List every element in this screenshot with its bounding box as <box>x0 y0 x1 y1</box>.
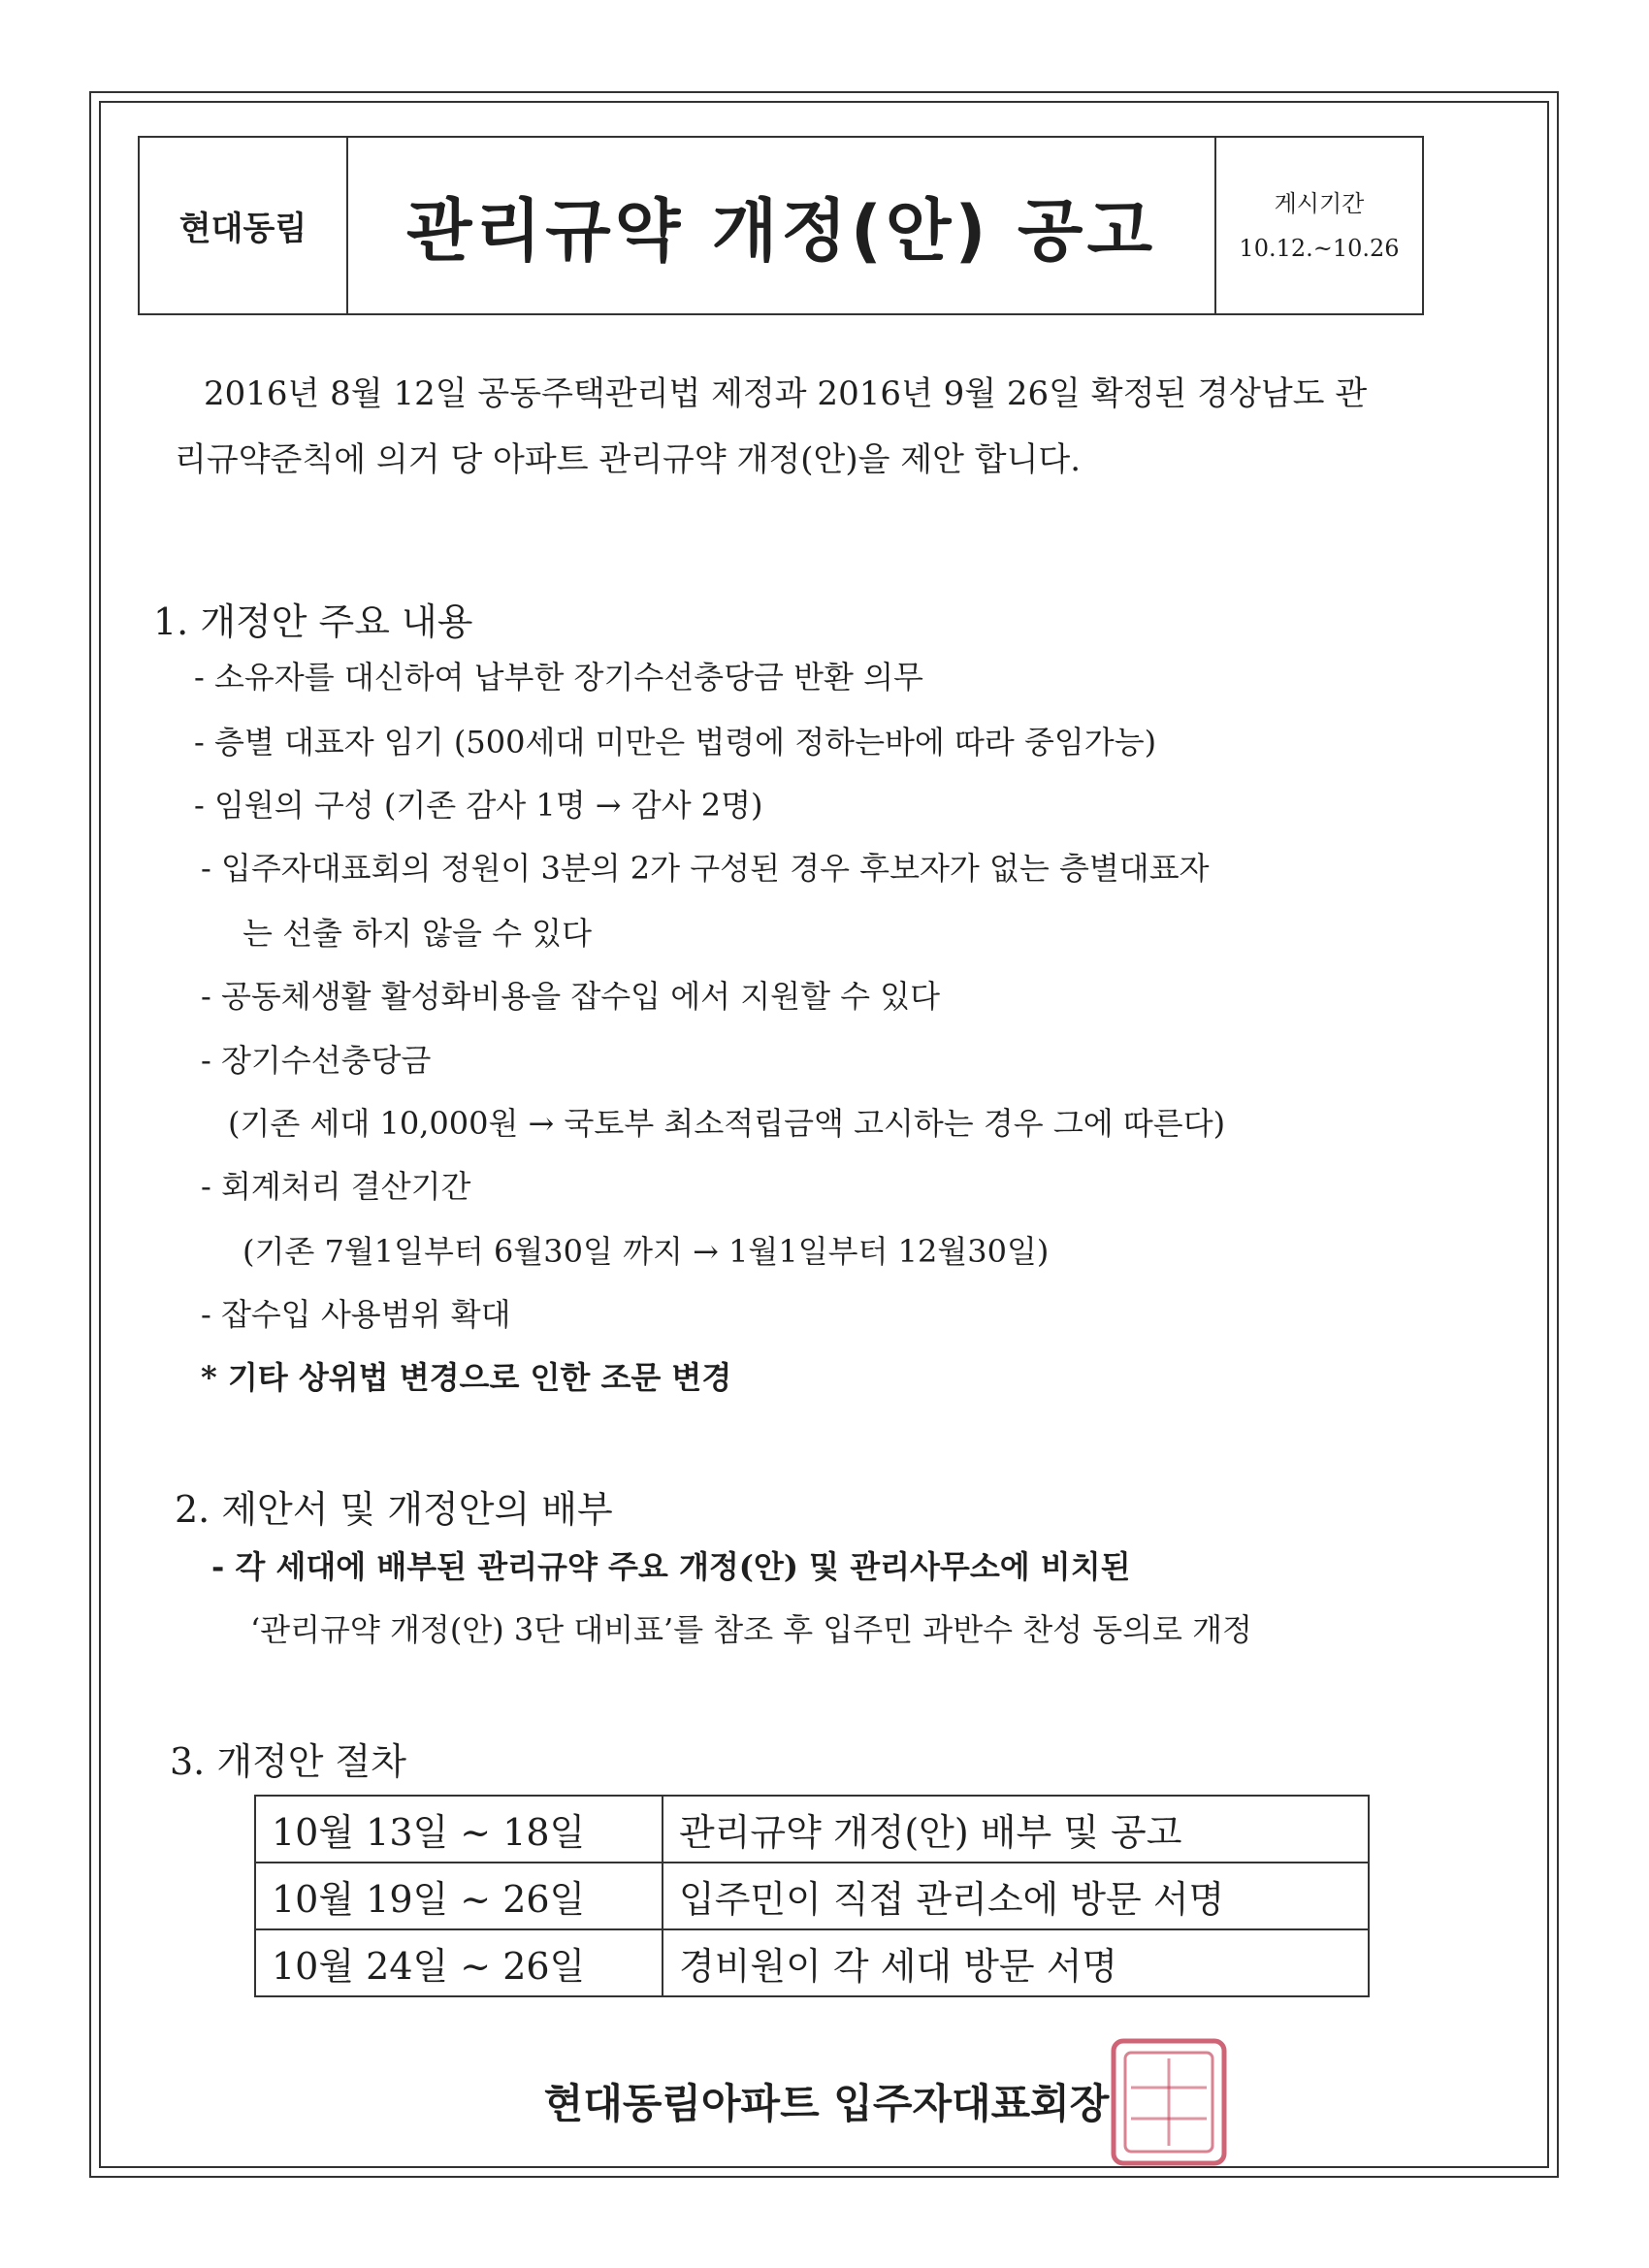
section-2-item: - 각 세대에 배부된 관리규약 주요 개정(안) 및 관리사무소에 비치된 <box>211 1548 1131 1585</box>
step-date: 10월 19일 ~ 26일 <box>255 1863 663 1929</box>
table-row <box>255 1863 1369 1929</box>
section-1-item: - 잡수입 사용범위 확대 <box>201 1296 511 1333</box>
section-1-item: - 회계처리 결산기간 <box>201 1168 471 1205</box>
step-description: 경비원이 각 세대 방문 서명 <box>663 1929 1369 1996</box>
intro-paragraph: 2016년 8월 12일 공동주택관리법 제정과 2016년 9월 26일 확정된 경상남도 관리규약준칙에 의거 당 아파트 관리규약 개정(안)을 제안 합니다. <box>175 374 1368 479</box>
section-1-item: (기존 세대 10,000원 → 국토부 최소적립금액 고시하는 경우 그에 따른다) <box>228 1105 1226 1142</box>
posting-period-value: 10.12.~10.26 <box>1239 234 1400 262</box>
section-1-title: 1. 개정안 주요 내용 <box>153 600 473 643</box>
section-1-item: - 장기수선충당금 <box>201 1042 432 1079</box>
procedure-table <box>254 1795 1370 1997</box>
table-row <box>255 1796 1369 1863</box>
notice-header <box>138 136 1424 315</box>
section-1-item: - 소유자를 대신하여 납부한 장기수선충당금 반환 의무 <box>194 659 923 696</box>
step-description: 입주민이 직접 관리소에 방문 서명 <box>663 1863 1369 1929</box>
step-date: 10월 24일 ~ 26일 <box>255 1929 663 1996</box>
posting-period-label: 게시기간 <box>1274 189 1365 217</box>
section-1-item: 는 선출 하지 않을 수 있다 <box>242 915 592 952</box>
section-1-note: * 기타 상위법 변경으로 인한 조문 변경 <box>201 1359 732 1396</box>
section-1-item: (기존 7월1일부터 6월30일 까지 → 1월1일부터 12월30일) <box>242 1233 1050 1270</box>
table-row <box>255 1929 1369 1996</box>
section-1-item: - 입주자대표회의 정원이 3분의 2가 구성된 경우 후보자가 없는 층별대표자 <box>201 850 1210 887</box>
organization-name: 현대동림 <box>140 138 348 313</box>
section-1-item: - 임원의 구성 (기존 감사 1명 → 감사 2명) <box>194 787 763 824</box>
step-description: 관리규약 개정(안) 배부 및 공고 <box>663 1796 1369 1863</box>
section-1-item: - 공동체생활 활성화비용을 잡수입 에서 지원할 수 있다 <box>201 978 941 1015</box>
section-2-item: ‘관리규약 개정(안) 3단 대비표’를 참조 후 입주민 과반수 찬성 동의로 개정 <box>250 1611 1252 1648</box>
section-1-item: - 층별 대표자 임기 (500세대 미만은 법령에 정하는바에 따라 중임가능) <box>194 724 1157 761</box>
step-date: 10월 13일 ~ 18일 <box>255 1796 663 1863</box>
notice-title: 관리규약 개정(안) 공고 <box>348 138 1216 313</box>
section-3-title: 3. 개정안 절차 <box>170 1740 406 1783</box>
section-2-title: 2. 제안서 및 개정안의 배부 <box>175 1488 613 1531</box>
signer-name: 현대동림아파트 입주자대표회장 <box>543 2080 1110 2127</box>
posting-period <box>1216 138 1422 313</box>
